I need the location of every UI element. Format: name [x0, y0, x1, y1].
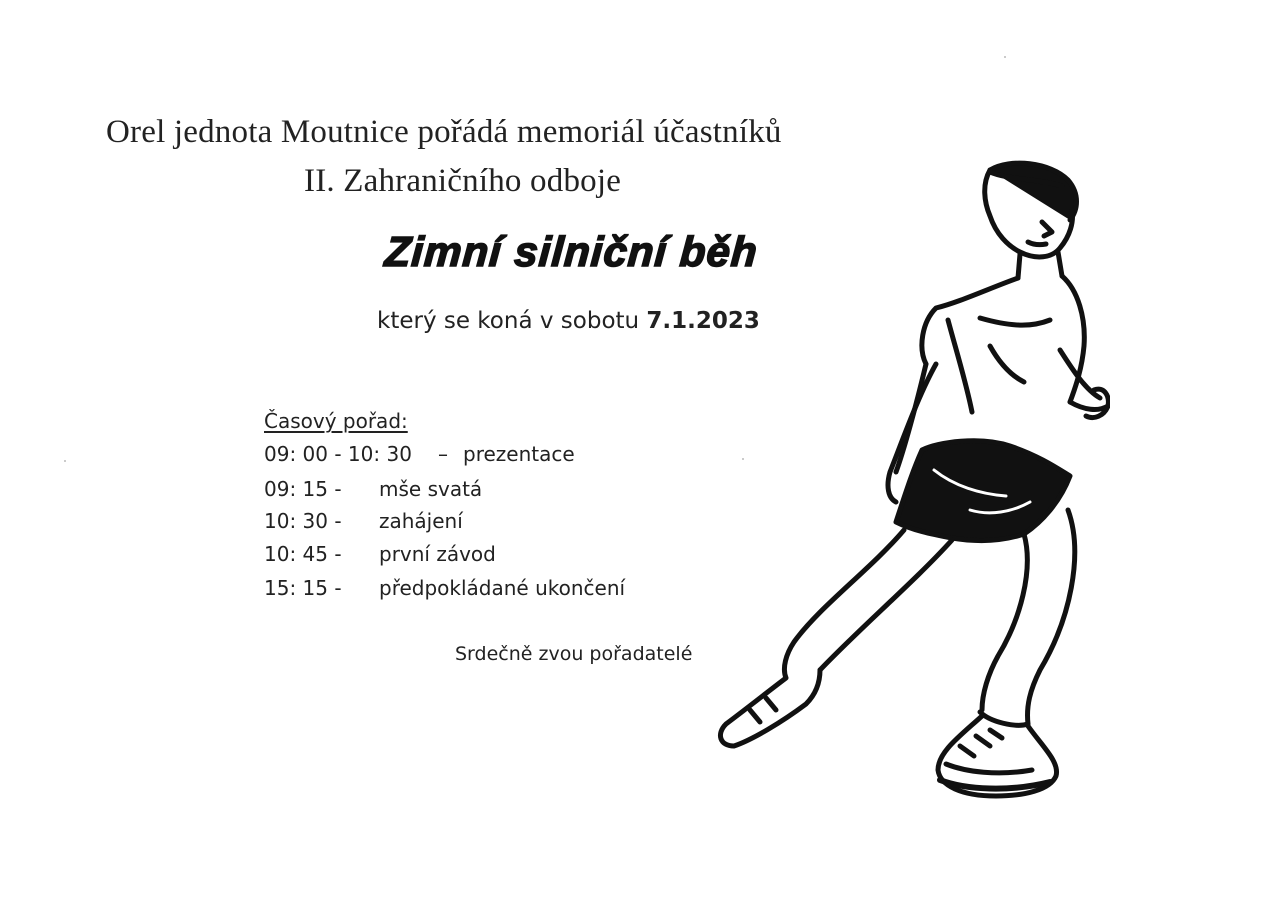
schedule-activity: mše svatá	[379, 477, 483, 501]
schedule-separator: –	[438, 442, 448, 466]
event-date: 7.1.2023	[646, 308, 760, 334]
schedule-time: 10: 30 -	[264, 509, 342, 533]
schedule-activity: prezentace	[463, 442, 575, 466]
date-prefix: který se koná v sobotu	[377, 308, 640, 334]
event-title: Zimní silniční běh	[383, 228, 760, 275]
schedule-time: 09: 00 - 10: 30	[264, 442, 412, 466]
schedule-time: 10: 45 -	[264, 542, 342, 566]
runner-illustration-icon	[690, 150, 1110, 810]
closing-invitation: Srdečně zvou pořadatelé	[455, 643, 693, 665]
schedule-title: Časový pořad:	[264, 409, 408, 433]
scan-speck	[1004, 56, 1006, 58]
schedule-activity: předpokládané ukončení	[379, 576, 626, 600]
scan-speck	[742, 458, 744, 460]
scan-speck	[64, 460, 66, 462]
organizer-heading: Orel jednota Moutnice pořádá memoriál účastníků	[106, 114, 782, 150]
schedule-activity: zahájení	[379, 509, 463, 533]
memorial-subheading: II. Zahraničního odboje	[304, 163, 622, 199]
schedule-time: 15: 15 -	[264, 576, 342, 600]
schedule-activity: první závod	[379, 542, 496, 566]
schedule-time: 09: 15 -	[264, 477, 342, 501]
